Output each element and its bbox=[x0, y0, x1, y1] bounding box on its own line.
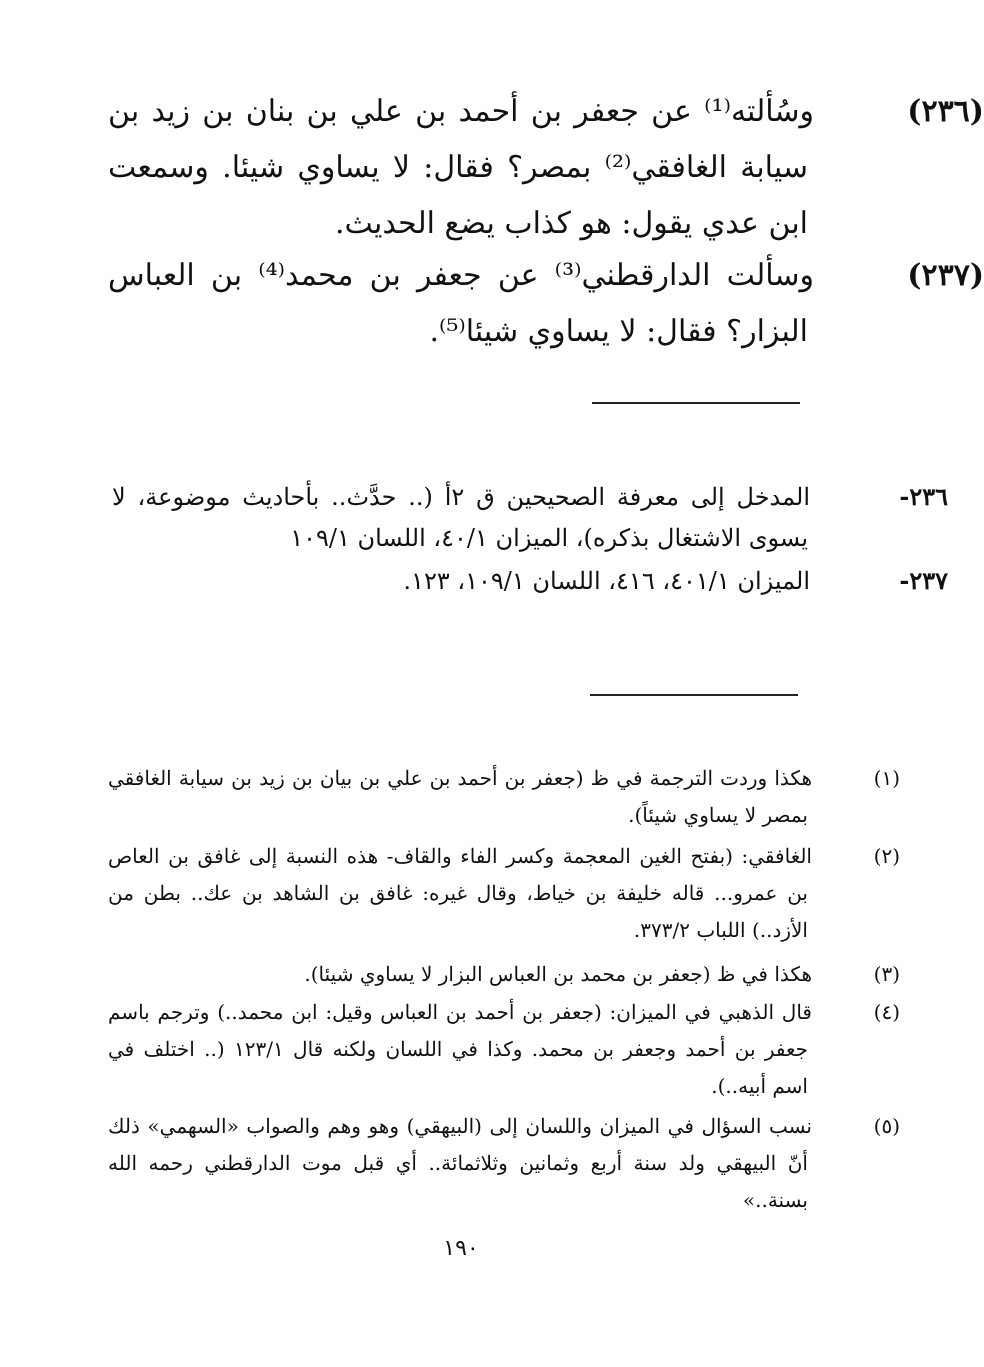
footnote-2 bbox=[108, 838, 900, 949]
footnote-number: (٥) bbox=[873, 1114, 901, 1138]
footnote-text: هكذا وردت الترجمة في ظ (جعفر بن أحمد بن علي بن بيان بن زيد بن سيابة الغافقي بمصر لا يساوي شيئاً). bbox=[108, 766, 812, 827]
entry-number: (٢٣٧) bbox=[907, 258, 984, 293]
entry-236 bbox=[108, 84, 984, 252]
entry-number: (٢٣٦) bbox=[907, 94, 984, 129]
footnote-divider bbox=[590, 694, 798, 696]
footnote-text: الغافقي: (بفتح الغين المعجمة وكسر الفاء والقاف- هذه النسبة إلى غافق بن العاص بن عمرو... قاله خليفة بن خياط، وقال غيره: غافق بن الشاهد بن عك.. بطن من الأزد..) اللباب ٣٧٣/٢. bbox=[108, 844, 812, 942]
footnote-number: (١) bbox=[873, 766, 900, 790]
footnote-text: قال الذهبي في الميزان: (جعفر بن أحمد بن العباس وقيل: ابن محمد..) وترجم باسم جعفر بن أحمد وجعفر بن محمد. وكذا في اللسان ولكنه قال ١٢٣/١ (.. اختلف في اسم أبيه..). bbox=[108, 1000, 812, 1098]
reference-236 bbox=[112, 476, 949, 559]
page-number: ١٩٠ bbox=[443, 1236, 479, 1261]
footnote-1 bbox=[108, 760, 900, 834]
entry-237 bbox=[108, 248, 984, 360]
footnote-5 bbox=[108, 1108, 901, 1219]
reference-number: ٢٣٧- bbox=[899, 566, 948, 595]
entry-text: وسُألته⁽¹⁾ عن جعفر بن أحمد بن علي بن بنان بن زيد بن سيابة الغافقي⁽²⁾ بمصر؟ فقال: لا يساوي شيئا. وسمعت ابن عدي يقول: هو كذاب يضع الحديث. bbox=[108, 94, 814, 241]
reference-text: الميزان ٤٠١/١، ٤١٦، اللسان ١٠٩/١، ١٢٣. bbox=[403, 567, 810, 595]
section-divider bbox=[592, 402, 800, 404]
entry-text: وسألت الدارقطني⁽³⁾ عن جعفر بن محمد⁽⁴⁾ بن العباس البزار؟ فقال: لا يساوي شيئا⁽⁵⁾. bbox=[108, 258, 815, 349]
footnote-text: نسب السؤال في الميزان واللسان إلى (البيهقي) وهو وهم والصواب «السهمي» ذلك أنّ البيهقي ولد سنة أربع وثمانين وثلاثمائة.. أي قبل موت الدارقطني رحمه الله بسنة..» bbox=[108, 1114, 813, 1212]
footnote-number: (٢) bbox=[873, 844, 900, 868]
footnote-number: (٤) bbox=[873, 1000, 900, 1024]
footnote-3 bbox=[108, 956, 900, 993]
reference-number: ٢٣٦- bbox=[899, 482, 949, 511]
footnote-4 bbox=[108, 994, 900, 1105]
footnote-text: هكذا في ظ (جعفر بن محمد بن العباس البزار لا يساوي شيئا). bbox=[304, 962, 812, 986]
footnote-number: (٣) bbox=[873, 962, 900, 986]
reference-237 bbox=[112, 560, 948, 602]
reference-text: المدخل إلى معرفة الصحيحين ق ٢أ (.. حدَّث.. بأحاديث موضوعة، لا يسوى الاشتغال بذكره)، الميزان ٤٠/١، اللسان ١٠٩/١ bbox=[112, 483, 811, 552]
